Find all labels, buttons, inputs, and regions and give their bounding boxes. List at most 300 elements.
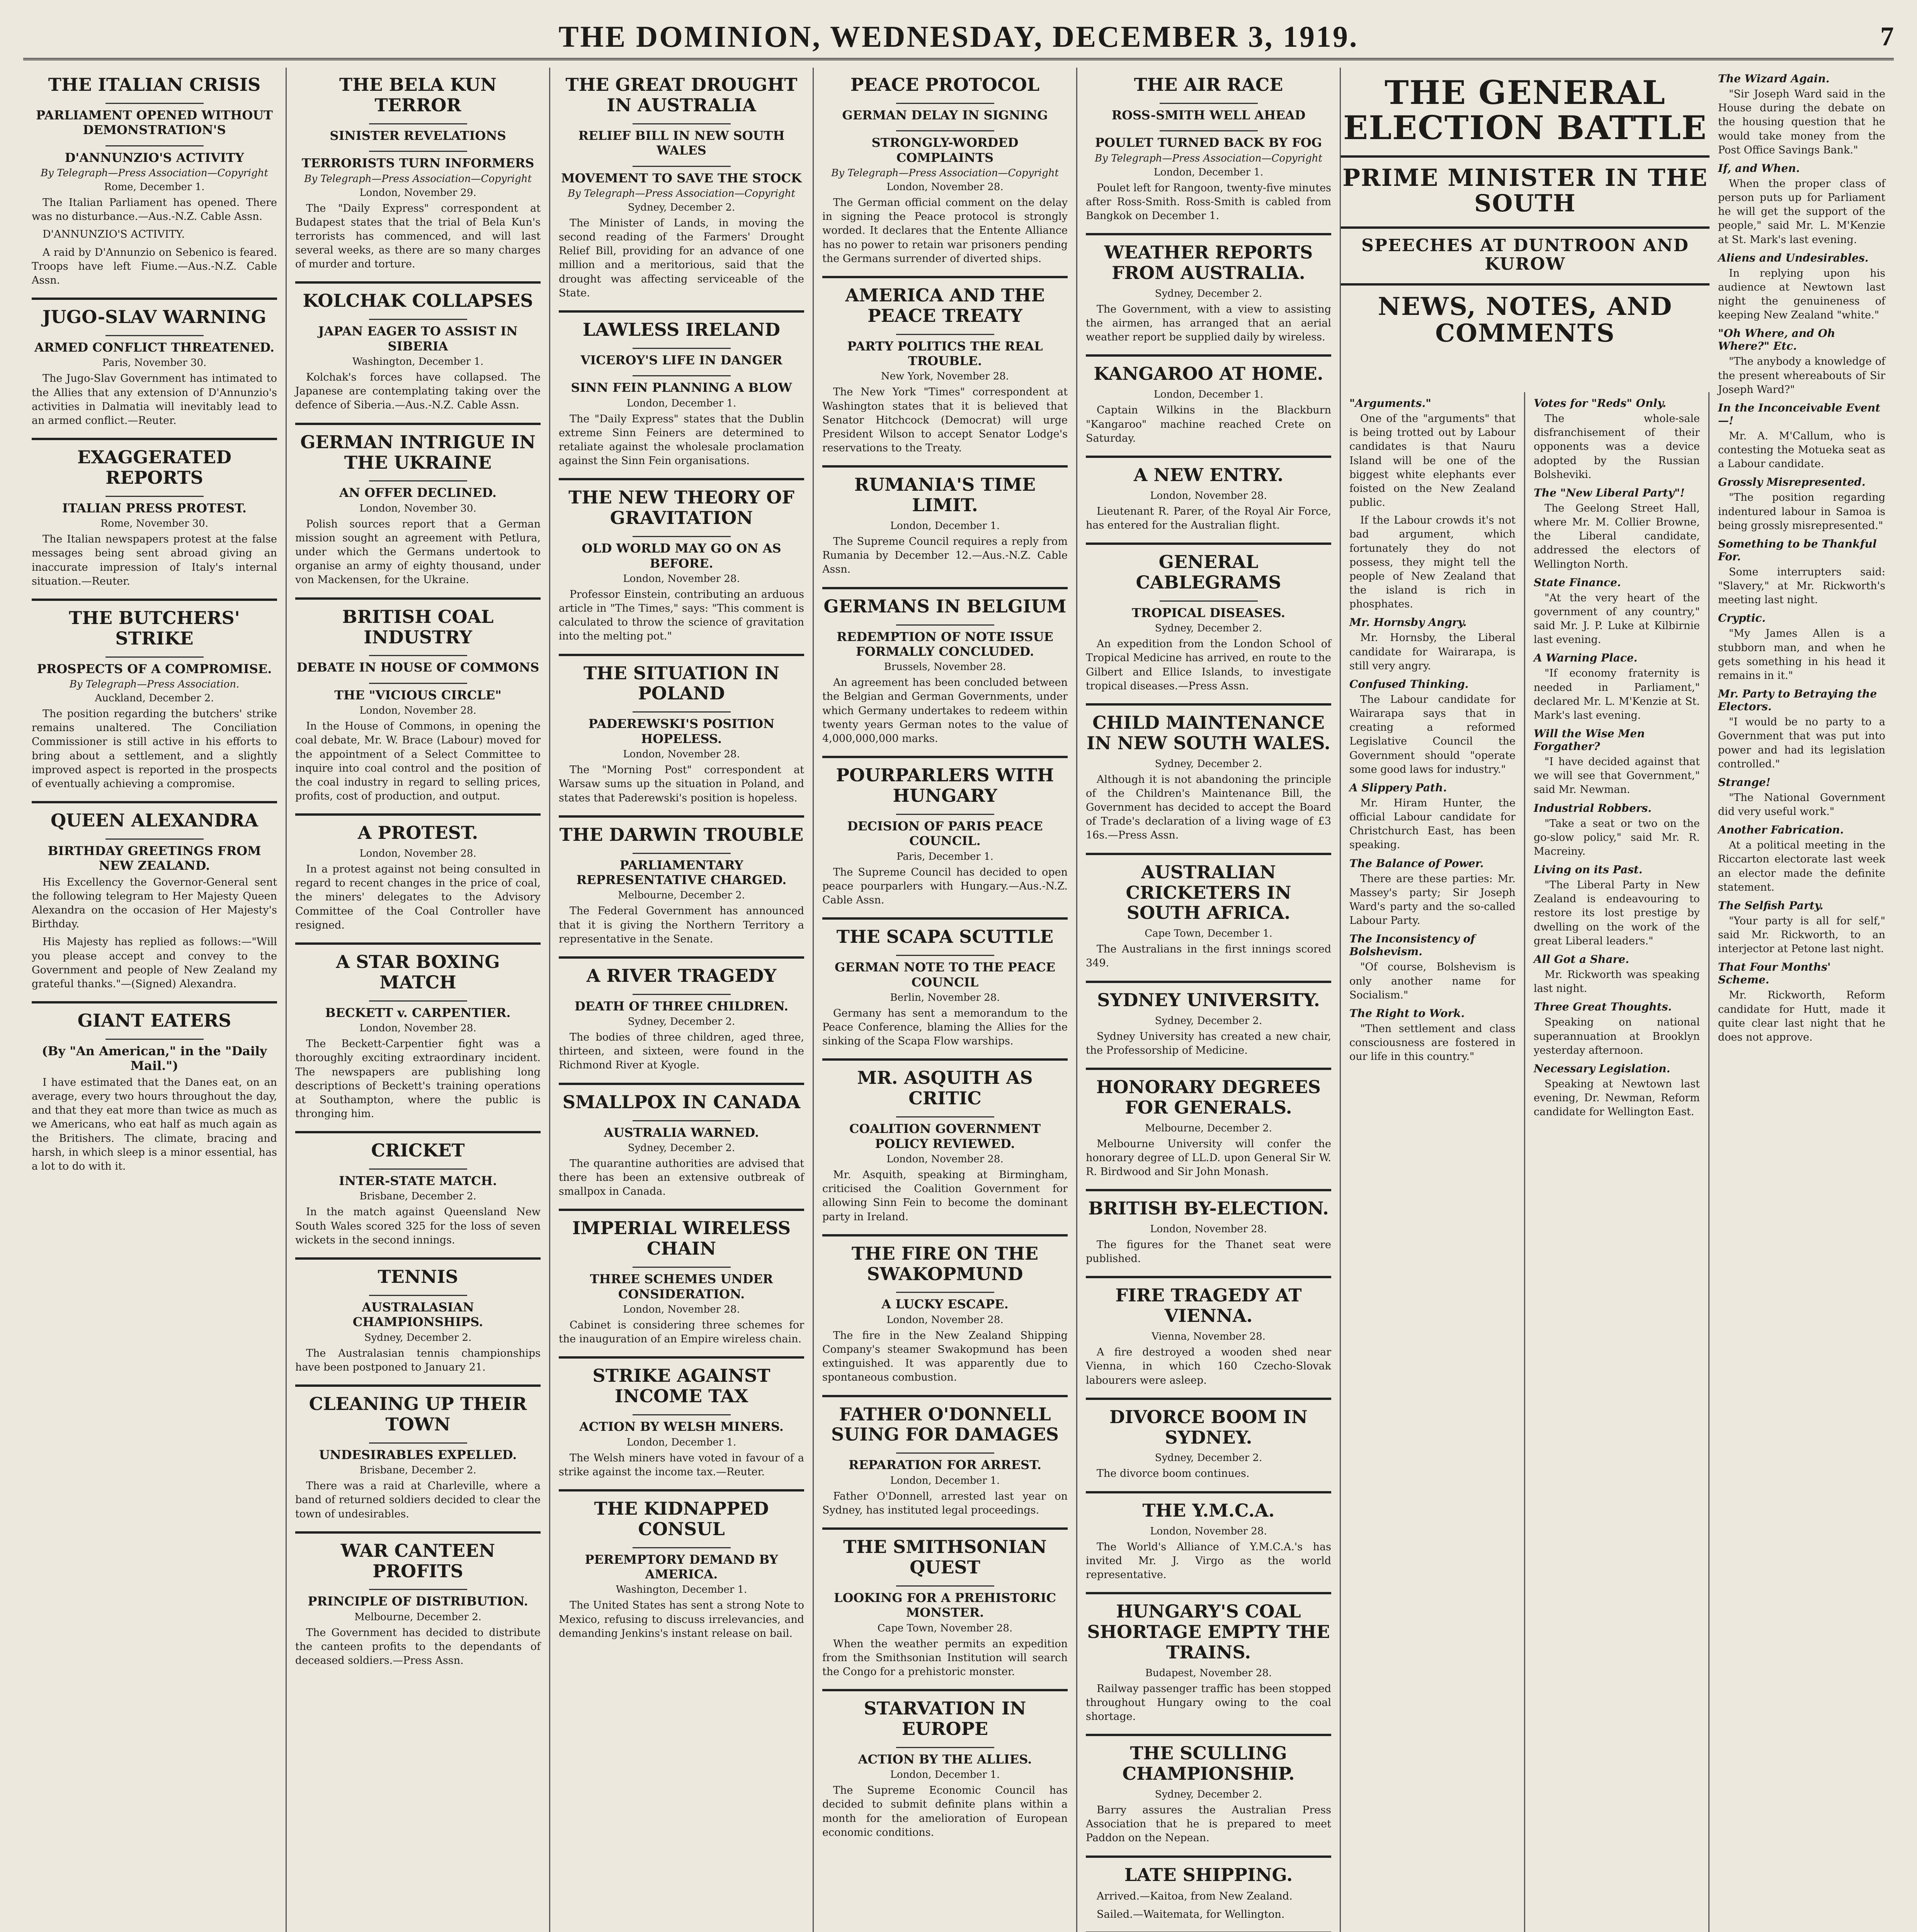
article-headline: THE BUTCHERS' STRIKE [69, 607, 240, 649]
article-headline: STRIKE AGAINST INCOME TAX [592, 1365, 771, 1407]
article-paragraph: The Minister of Lands, in moving the second reading of the Farmers' Drought Relief Bill, providing for an advance of one million and a meritorious, said that the drought was affecting serviceable of the State. [559, 217, 804, 299]
comment-title: The Balance of Power. [1349, 857, 1484, 870]
article-headline: THE FIRE ON THE SWAKOPMUND [851, 1243, 1039, 1284]
article-subhead: ACTION BY THE ALLIES. [858, 1752, 1032, 1767]
comment-paragraph: If the Labour crowds it's not bad argument, which fortunately they do not possess, they might tell the people of New Zealand that the island is rich in phosphates. [1349, 514, 1516, 611]
article-headline: DIVORCE BOOM IN SYDNEY. [1109, 1406, 1308, 1448]
comment-paragraph: "If economy fraternity is needed in Parliament," declared Mr. L. M'Kenzie at St. Mark's last evening. [1534, 667, 1700, 721]
subhead-rule [633, 536, 731, 537]
subhead-rule [369, 1000, 467, 1002]
article-divider [295, 423, 541, 425]
article-divider [1086, 853, 1331, 855]
feature-divider [1341, 155, 1709, 158]
article-dateline: London, December 1. [890, 520, 1000, 532]
article-headline: CHILD MAINTENANCE IN NEW SOUTH WALES. [1087, 712, 1330, 753]
article [559, 815, 804, 946]
article-paragraph: The United States has sent a strong Note to Mexico, refusing to discuss irrelevancies, and demanding Jenkins's instant release on bail. [559, 1599, 804, 1639]
comment-section [1349, 781, 1516, 852]
article-subhead: PRINCIPLE OF DISTRIBUTION. [308, 1594, 528, 1609]
comment-paragraph: "I would be no party to a Government that was put into power and had its legislation controlled." [1718, 716, 1885, 770]
article-dateline: Washington, December 1. [352, 356, 484, 368]
subhead-rule [105, 145, 204, 146]
article-divider [1086, 1276, 1331, 1278]
feature-headline-sub: SPEECHES AT DUNTROON AND KUROW [1361, 236, 1689, 274]
article-divider [1086, 1189, 1331, 1191]
article-paragraph: The Supreme Economic Council has decided to submit definite plans within a month for the amelioration of European economic conditions. [822, 1784, 1068, 1838]
article-subhead: AN OFFER DECLINED. [339, 485, 497, 500]
comment-paragraph: At a political meeting in the Riccarton electorate last week an elector made the definite statement. [1718, 839, 1885, 893]
comment-title: All Got a Share. [1534, 952, 1629, 966]
article-paragraph: The "Daily Express" correspondent at Budapest states that the trial of Bela Kun's terrorists has commenced, and will last several weeks, as there are so many charges of murder and torture. [295, 202, 541, 270]
article-paragraph: The position regarding the butchers' strike remains unaltered. The Conciliation Commissioner is still active in his efforts to bring about a settlement, and a slightly improved aspect is reported in the prospects of eventually achieving a compromise. [32, 708, 277, 790]
article [295, 1531, 541, 1668]
article-divider [295, 1257, 541, 1260]
comment-paragraph: "Take a seat or two on the go-slow policy," said Mr. R. Macreiny. [1534, 817, 1700, 857]
article [559, 1489, 804, 1641]
article-dateline: Berlin, November 28. [890, 992, 1000, 1003]
article-paragraph: The Australasian tennis championships have been postponed to January 21. [295, 1347, 541, 1373]
article [822, 756, 1068, 907]
comment-section [1718, 476, 1885, 533]
article-divider [822, 276, 1068, 278]
article-headline: THE SCULLING CHAMPIONSHIP. [1122, 1743, 1295, 1784]
article [1086, 1189, 1331, 1266]
article-dateline: Sydney, December 2. [364, 1332, 472, 1344]
subhead-rule [369, 151, 467, 152]
article [559, 1083, 804, 1199]
article-subhead: PARLIAMENT OPENED WITHOUT DEMONSTRATION'S [36, 107, 273, 138]
article [1086, 1276, 1331, 1387]
subhead-rule [369, 683, 467, 684]
article-divider [295, 597, 541, 600]
article-paragraph: Mr. Asquith, speaking at Birmingham, criticised the Coalition Government for allowing Sinn Fein to become the dominant party in Ireland. [822, 1169, 1068, 1223]
comment-title: Something to be Thankful For. [1718, 537, 1877, 563]
subhead-rule [105, 496, 204, 497]
article-subhead: VICEROY'S LIFE IN DANGER [580, 352, 782, 367]
article [822, 465, 1068, 577]
article-headline: FATHER O'DONNELL SUING FOR DAMAGES [831, 1403, 1059, 1445]
article-paragraph: The Government, with a view to assisting the airmen, has arranged that an aerial weather report be supplied daily by wireless. [1086, 303, 1331, 344]
article-paragraph: Barry assures the Australian Press Association that he is prepared to meet Paddon on the Nepean. [1086, 1804, 1331, 1844]
article-dateline: London, November 28. [1150, 1223, 1267, 1235]
article [1086, 354, 1331, 445]
article-paragraph: Melbourne University will confer the honorary degree of LL.D. upon General Sir W. R. Birdwood and Sir John Monash. [1086, 1138, 1331, 1178]
article-dateline: Melbourne, December 2. [618, 889, 745, 901]
article-paragraph: Lieutenant R. Parer, of the Royal Air Force, has entered for the Australian flight. [1086, 505, 1331, 531]
comment-title: "Arguments." [1349, 397, 1431, 410]
article-dateline: New York, November 28. [881, 371, 1009, 383]
article-subhead: PEREMPTORY DEMAND BY AMERICA. [585, 1552, 778, 1582]
article-dateline: Sydney, December 2. [628, 1016, 735, 1028]
article-byline: By Telegraph—Press Association—Copyright [831, 167, 1059, 179]
article-paragraph: A raid by D'Annunzio on Sebenico is feared. Troops have left Fiume.—Aus.-N.Z. Cable Assn. [32, 246, 277, 286]
article-paragraph: In the House of Commons, in opening the coal debate, Mr. W. Brace (Labour) moved for the appointment of a Select Committee to inquire into coal control and the position of the coal industry in regard to selling prices, profits, cost of production, and output. [295, 720, 541, 803]
comment-section [1718, 961, 1885, 1044]
article-dateline: Cape Town, November 28. [877, 1622, 1013, 1634]
comment-paragraph: "The National Government did very useful work." [1718, 791, 1885, 818]
comment-paragraph: "Your party is all for self," said Mr. Rickworth, to an interjector at Petone last night. [1718, 915, 1885, 955]
comment-title: Another Fabrication. [1718, 823, 1844, 837]
article-paragraph: His Majesty has replied as follows:—"Will you please accept and convey to the Government and people of New Zealand my grateful thanks."—(Signed) Alexandra. [32, 936, 277, 990]
article-headline: THE GREAT DROUGHT IN AUSTRALIA [565, 74, 798, 116]
article-subhead: AUSTRALASIAN CHAMPIONSHIPS. [352, 1299, 483, 1330]
feature-column-1 [1341, 392, 1525, 1932]
comment-section [1718, 401, 1885, 471]
comment-section [1349, 616, 1516, 673]
article [1086, 703, 1331, 843]
comment-section [1534, 486, 1700, 571]
comment-section [1349, 932, 1516, 1002]
comment-section [1718, 162, 1885, 247]
article-subhead: AUSTRALIA WARNED. [604, 1125, 759, 1140]
article-paragraph: The Italian Parliament has opened. There was no disturbance.—Aus.-N.Z. Cable Assn. [32, 197, 277, 223]
article-divider [822, 1058, 1068, 1061]
comment-title: If, and When. [1718, 162, 1800, 175]
article-headline: SYDNEY UNIVERSITY. [1097, 989, 1320, 1010]
article [1086, 75, 1331, 223]
article-paragraph: D'ANNUNZIO'S ACTIVITY. [43, 228, 185, 241]
article-paragraph: Germany has sent a memorandum to the Peace Conference, blaming the Allies for the sinking of the Scapa Flow warships. [822, 1007, 1068, 1048]
article-dateline: Sydney, December 2. [1155, 287, 1262, 299]
comment-paragraph: In replying upon his audience at Newtown last night the genuineness of keeping New Zealand "white." [1718, 267, 1885, 321]
comment-title: The Right to Work. [1349, 1007, 1465, 1020]
comment-title: Will the Wise Men Forgather? [1534, 727, 1645, 753]
article-dateline: Auckland, December 2. [95, 692, 214, 704]
comment-title: Confused Thinking. [1349, 677, 1469, 690]
article-paragraph: The fire in the New Zealand Shipping Company's steamer Swakopmund has been extinguished. It was apparently due to spontaneous combustion. [822, 1329, 1068, 1384]
article-headline: GERMAN INTRIGUE IN THE UKRAINE [300, 431, 536, 473]
comment-title: Votes for "Reds" Only. [1534, 397, 1666, 410]
comment-section [1534, 863, 1700, 948]
article-paragraph: The Welsh miners have voted in favour of a strike against the income tax.—Reuter. [559, 1452, 804, 1478]
comment-title: State Finance. [1534, 576, 1621, 589]
article-headline: THE ITALIAN CRISIS [48, 74, 261, 95]
comment-paragraph: There are these parties: Mr. Massey's party; Sir Joseph Ward's party and the so-called Labour Party. [1349, 872, 1516, 927]
article-divider [559, 1209, 804, 1211]
article-headline: KOLCHAK COLLAPSES [303, 290, 533, 311]
subhead-rule [633, 1267, 731, 1268]
article-dateline: London, November 28. [359, 1022, 476, 1034]
article-subhead: PROSPECTS OF A COMPROMISE. [37, 661, 272, 676]
comment-title: Aliens and Undesirables. [1718, 251, 1869, 264]
article-divider [559, 654, 804, 656]
subhead-rule [105, 1039, 204, 1040]
article-paragraph: The "Morning Post" correspondent at Warsaw sums up the situation in Poland, and states that Paderewski's position is hopeless. [559, 764, 804, 804]
comment-paragraph: Speaking at Newtown last evening, Dr. Newman, Reform candidate for Wellington East. [1534, 1078, 1700, 1118]
comment-section [1718, 899, 1885, 956]
article-paragraph: The quarantine authorities are advised that there has been an extensive outbreak of smallpox in Canada. [559, 1157, 804, 1198]
article [295, 597, 541, 804]
masthead [23, 15, 1894, 60]
article-byline: By Telegraph—Press Association—Copyright [41, 167, 268, 179]
subhead-rule [633, 375, 731, 376]
comment-title: The Selfish Party. [1718, 899, 1823, 912]
comment-section [1534, 953, 1700, 996]
article-subhead: A LUCKY ESCAPE. [881, 1297, 1009, 1312]
article-headline: KANGAROO AT HOME. [1094, 363, 1323, 384]
article-byline: By Telegraph—Press Association. [69, 679, 240, 690]
article [1086, 1734, 1331, 1845]
article-paragraph: The World's Alliance of Y.M.C.A.'s has invited Mr. J. Virgo as the world representative. [1086, 1541, 1331, 1581]
article-paragraph: The Australians in the first innings scored 349. [1086, 943, 1331, 969]
article-subhead: SINN FEIN PLANNING A BLOW [571, 380, 792, 395]
article-dateline: Washington, December 1. [616, 1584, 747, 1596]
article [822, 1689, 1068, 1840]
article-headline: GENERAL CABLEGRAMS [1136, 551, 1281, 593]
article-divider [1086, 456, 1331, 458]
article-paragraph: The divorce boom continues. [1097, 1468, 1250, 1480]
comment-paragraph: Mr. Hornsby, the Liberal candidate for Wairarapa, is still very angry. [1349, 632, 1516, 672]
article-paragraph: His Excellency the Governor-General sent the following telegram to Her Majesty Queen Alexandra on the occasion of Her Majesty's Birthday. [32, 876, 277, 930]
article-dateline: Vienna, November 28. [1152, 1331, 1266, 1343]
article [822, 75, 1068, 266]
article-dateline: Sydney, December 2. [1155, 1789, 1262, 1801]
article-paragraph: The New York "Times" correspondent at Washington states that it is believed that Senator Hitchcock (Democrat) will urge President Wilson to accept Senator Lodge's reservations to the Treaty. [822, 386, 1068, 454]
article [822, 1234, 1068, 1385]
article-divider [559, 1356, 804, 1359]
column-2 [287, 68, 550, 1932]
article-headline: FIRE TRAGEDY AT VIENNA. [1115, 1285, 1302, 1327]
comment-paragraph: One of the "arguments" that is being trotted out by Labour candidates is that Nauru Island will be one of the biggest white elephants ever foisted on the New Zealand public. [1349, 413, 1516, 509]
feature-headline-mid: PRIME MINISTER IN THE SOUTH [1342, 164, 1708, 218]
article-headline: A PROTEST. [357, 822, 478, 844]
article-divider [1086, 543, 1331, 545]
article-headline: A RIVER TRAGEDY [586, 965, 777, 986]
article-headline: GIANT EATERS [77, 1010, 231, 1031]
article-paragraph: The "Daily Express" states that the Dublin extreme Sinn Feiners are determined to retaliate against the wholesale proclamation against the Sinn Fein organisations. [559, 413, 804, 467]
article-subhead: DECISION OF PARIS PEACE COUNCIL. [847, 818, 1043, 849]
subhead-rule [896, 1585, 994, 1587]
article-subhead: (By "An American," in the "Daily Mail.") [42, 1044, 267, 1073]
article [559, 75, 804, 300]
feature-column-3 [1709, 68, 1894, 1932]
article-dateline: Melbourne, December 2. [1145, 1122, 1272, 1134]
article-dateline: London, November 28. [623, 1304, 740, 1316]
article-paragraph: The Italian newspapers protest at the false messages being sent abroad giving an inaccurate impression of Italy's internal situation.—Reuter. [32, 533, 277, 587]
page-number: 7 [1880, 22, 1894, 51]
comment-section [1534, 576, 1700, 647]
comment-paragraph: Mr. Rickworth, Reform candidate for Hutt, made it quite clear last night that he does not approve. [1718, 989, 1885, 1043]
article-dateline: London, December 1. [890, 1475, 1000, 1486]
comment-paragraph: "Sir Joseph Ward said in the House during the debate on the housing question that he would take money from the Post Office Savings Bank." [1718, 88, 1885, 156]
article-headline: A STAR BOXING MATCH [336, 951, 500, 993]
article-divider [822, 587, 1068, 589]
subhead-rule [105, 335, 204, 336]
article-dateline: London, December 1. [626, 397, 737, 409]
article-divider [822, 756, 1068, 758]
article-headline: BRITISH COAL INDUSTRY [342, 606, 494, 648]
comment-title: Cryptic. [1718, 612, 1766, 625]
article-subhead: LOOKING FOR A PREHISTORIC MONSTER. [833, 1590, 1056, 1620]
comment-title: Necessary Legislation. [1534, 1062, 1670, 1075]
article [32, 298, 277, 428]
feature-divider [1341, 283, 1709, 286]
subhead-rule [896, 103, 994, 104]
subhead-rule [369, 1589, 467, 1590]
subhead-rule [1160, 600, 1258, 602]
article-paragraph: Although it is not abandoning the principle of the Children's Maintenance Bill, the Government has decided to accept the Board of Trade's declaration of a living wage of £3 16s.—Press Assn. [1086, 773, 1331, 842]
article-dateline: Sydney, December 2. [628, 1142, 735, 1154]
comment-paragraph: Mr. A. M'Callum, who is contesting the Motueka seat as a Labour candidate. [1718, 430, 1885, 470]
comment-title: The Inconsistency of Bolshevism. [1349, 932, 1475, 958]
article-headline: QUEEN ALEXANDRA [50, 810, 259, 831]
comment-paragraph: "At the very heart of the government of any country," said Mr. J. P. Luke at Kilbirnie last evening. [1534, 592, 1700, 646]
feature-banner [1341, 68, 1709, 384]
article [822, 587, 1068, 746]
article-dateline: London, December 1. [1153, 389, 1264, 401]
article-paragraph: The bodies of three children, aged three, thirteen, and sixteen, were found in the Richmond River at Kyogle. [559, 1031, 804, 1071]
article-paragraph: The Supreme Council requires a reply from Rumania by December 12.—Aus.-N.Z. Cable Assn. [822, 536, 1068, 576]
article-subhead: REDEMPTION OF NOTE ISSUE FORMALLY CONCLUDED. [837, 629, 1053, 659]
article [822, 276, 1068, 455]
article-subhead: COALITION GOVERNMENT POLICY REVIEWED. [849, 1121, 1041, 1151]
article-dateline: London, December 1. [890, 1769, 1000, 1781]
article-dateline: Brussels, November 28. [884, 661, 1006, 673]
article-headline: AUSTRALIAN CRICKETERS IN SOUTH AFRICA. [1126, 861, 1291, 923]
article-divider [822, 917, 1068, 920]
comment-paragraph: "Then settlement and class consciousness are fostered in our life in this country." [1349, 1022, 1516, 1063]
article-paragraph: The German official comment on the delay in signing the Peace protocol is strongly worded. It declares that the Entente Alliance has no power to retain war prisoners pending the Germans surrender of diverted ships. [822, 197, 1068, 265]
article-subhead: THE "VICIOUS CIRCLE" [334, 687, 502, 702]
subhead-rule [1160, 103, 1258, 104]
subhead-rule [633, 1414, 731, 1415]
article-divider [822, 465, 1068, 468]
article-subhead: BECKETT v. CARPENTIER. [325, 1005, 511, 1020]
comment-title: Three Great Thoughts. [1534, 1000, 1672, 1014]
article-subhead: REPARATION FOR ARREST. [849, 1458, 1041, 1473]
article-byline: By Telegraph—Press Association—Copyright [304, 173, 532, 185]
article-divider [1086, 981, 1331, 983]
article [295, 423, 541, 587]
article-divider [1086, 354, 1331, 357]
article-subhead: SINISTER REVELATIONS [330, 128, 506, 143]
comment-section [1718, 327, 1885, 397]
article-divider [32, 438, 277, 440]
article-subhead: JAPAN EAGER TO ASSIST IN SIBERIA [318, 324, 518, 354]
article-divider [559, 310, 804, 313]
comment-paragraph: Speaking on national superannuation at Brooklyn yesterday afternoon. [1534, 1016, 1700, 1056]
article [1086, 233, 1331, 344]
article [559, 478, 804, 643]
subhead-rule [369, 1168, 467, 1170]
article [1086, 853, 1331, 971]
comment-section [1718, 776, 1885, 819]
comment-section [1534, 651, 1700, 723]
article [32, 1001, 277, 1173]
article-divider [295, 813, 541, 816]
comment-section [1718, 72, 1885, 157]
comment-section [1534, 1000, 1700, 1058]
article-headline: THE SITUATION IN POLAND [583, 662, 780, 704]
article-dateline: London, November 28. [1150, 490, 1267, 502]
subhead-rule [633, 1547, 731, 1548]
article-paragraph: Poulet left for Rangoon, twenty-five minutes after Ross-Smith. Ross-Smith is cabled from Bangkok on December 1. [1086, 182, 1331, 222]
article [559, 1356, 804, 1479]
article-paragraph: An agreement has been concluded between the Belgian and German Governments, under which Germany undertakes to redeem within twenty years German notes to the value of 4,000,000,000 marks. [822, 677, 1068, 745]
article-dateline: London, November 28. [886, 1314, 1004, 1326]
article [559, 956, 804, 1073]
article-dateline: Melbourne, December 2. [354, 1611, 481, 1623]
article-paragraph: The Beckett-Carpentier fight was a thoroughly exciting extraordinary incident. The newspapers are publishing long descriptions of Beckett's training operations at Southampton, where the public is thronging him. [295, 1038, 541, 1120]
article-headline: THE SCAPA SCUTTLE [836, 926, 1054, 947]
feature-column-2 [1525, 392, 1709, 1932]
article-subhead: OLD WORLD MAY GO ON AS BEFORE. [582, 541, 781, 571]
article-dateline: London, November 30. [359, 502, 476, 514]
article-subhead: UNDESIRABLES EXPELLED. [319, 1447, 517, 1462]
article-paragraph: A fire destroyed a wooden shed near Vienna, in which 160 Czecho-Slovak labourers were asleep. [1086, 1346, 1331, 1386]
comment-section [1718, 537, 1885, 607]
article [1086, 981, 1331, 1058]
comment-paragraph: The Geelong Street Hall, where Mr. M. Collier Browne, the Liberal candidate, addressed the electors of Wellington North. [1534, 502, 1700, 570]
article-dateline: London, November 28. [623, 573, 740, 585]
column-5 [1077, 68, 1341, 1932]
subhead-rule [633, 711, 731, 713]
subhead-rule [896, 1452, 994, 1454]
article-dateline: Sydney, December 2. [1155, 622, 1262, 634]
article [1086, 1491, 1331, 1582]
article-paragraph: There was a raid at Charleville, where a band of returned soldiers decided to clear the town of undesirables. [295, 1480, 541, 1520]
article-dateline: London, December 1. [626, 1436, 737, 1448]
comment-title: A Warning Place. [1534, 651, 1638, 665]
article-headline: WEATHER REPORTS FROM AUSTRALIA. [1104, 242, 1313, 284]
subhead-rule [896, 1116, 994, 1117]
comment-section [1718, 252, 1885, 323]
subhead-rule [1160, 130, 1258, 131]
article-paragraph: Cabinet is considering three schemes for the inauguration of an Empire wireless chain. [559, 1319, 804, 1345]
comment-section [1349, 1007, 1516, 1064]
comment-title: A Slippery Path. [1349, 781, 1447, 794]
article-headline: JUGO-SLAV WARNING [42, 306, 267, 328]
article-dateline: Sydney, December 2. [1155, 758, 1262, 770]
subhead-rule [369, 319, 467, 320]
article-paragraph: The figures for the Thanet seat were published. [1086, 1239, 1331, 1265]
article-headline: WAR CANTEEN PROFITS [340, 1540, 495, 1582]
article-divider [295, 1531, 541, 1534]
article-paragraph: I have estimated that the Danes eat, on an average, every two hours throughout the day, and that they eat more than twice as much as we Americans, who eat half as much again as the Britishers. The climate, bracing and harsh, in which sleep is a minor essential, has a lot to do with it. [32, 1076, 277, 1172]
article [559, 1209, 804, 1346]
article-divider [32, 298, 277, 300]
article-headline: A NEW ENTRY. [1133, 464, 1284, 485]
article [1086, 1398, 1331, 1481]
comment-section [1534, 397, 1700, 482]
comment-paragraph: Mr. Hiram Hunter, the official Labour candidate for Christchurch East, has been speaking. [1349, 797, 1516, 851]
comment-paragraph: "My James Allen is a stubborn man, and when he gets something in his head it remains in it." [1718, 628, 1885, 682]
subhead-rule [896, 1292, 994, 1293]
comment-section [1718, 823, 1885, 895]
article [559, 310, 804, 468]
feature-divider [1341, 226, 1709, 229]
comment-section [1349, 678, 1516, 777]
article-subhead: PADEREWSKI'S POSITION HOPELESS. [588, 716, 775, 746]
article [822, 1527, 1068, 1679]
article-subhead: ACTION BY WELSH MINERS. [579, 1419, 784, 1434]
article-subhead: THREE SCHEMES UNDER CONSIDERATION. [590, 1272, 773, 1301]
article-dateline: Sydney, December 2. [1155, 1452, 1262, 1464]
article-dateline: Rome, November 30. [100, 518, 208, 530]
comment-paragraph: "The position regarding indentured labour in Samoa is being grossly misrepresented." [1718, 492, 1885, 532]
article-paragraph: Captain Wilkins in the Blackburn "Kangaroo" machine reached Crete on Saturday. [1086, 404, 1331, 444]
article-paragraph: In the match against Queensland New South Wales scored 325 for the loss of seven wickets in the second innings. [295, 1206, 541, 1246]
subhead-rule [105, 838, 204, 840]
article-divider [295, 942, 541, 945]
article-subhead: GERMAN NOTE TO THE PEACE COUNCIL [835, 960, 1055, 990]
article-headline: IMPERIAL WIRELESS CHAIN [572, 1218, 791, 1259]
subhead-rule [896, 624, 994, 626]
article-headline: AMERICA AND THE PEACE TREATY [845, 284, 1045, 326]
subhead-rule [369, 1442, 467, 1444]
article-subhead: INTER-STATE MATCH. [338, 1173, 497, 1189]
article-headline: MR. ASQUITH AS CRITIC [857, 1067, 1033, 1109]
